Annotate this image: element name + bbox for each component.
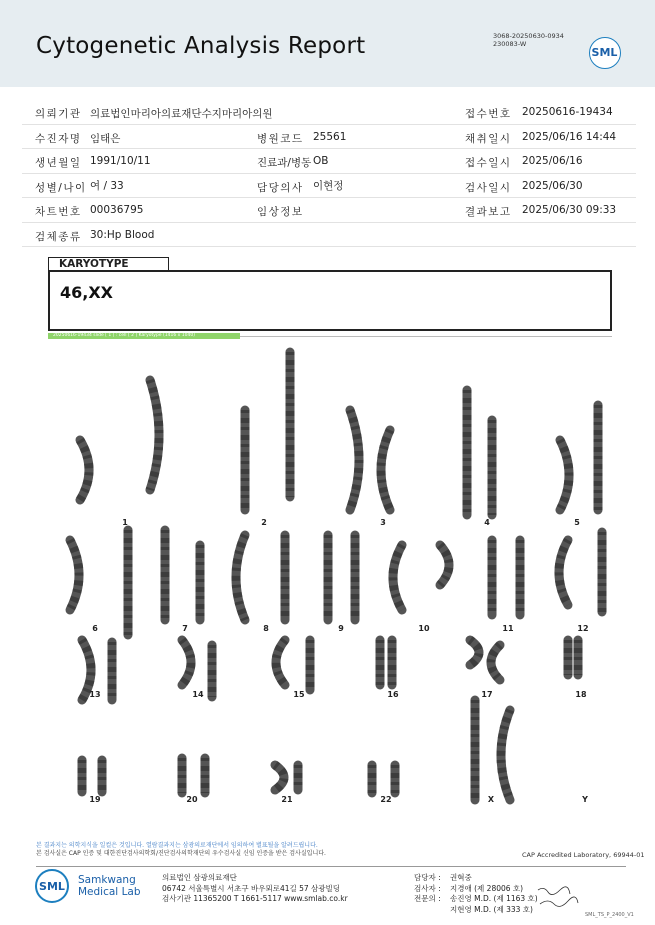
dob-value: 1991/10/11 bbox=[90, 155, 151, 167]
receipt-no-value: 20250616-19434 bbox=[522, 106, 613, 118]
lab-name bbox=[78, 874, 141, 898]
name-label: 수진자명 bbox=[35, 132, 82, 145]
chromosome-label: 2 bbox=[261, 518, 267, 527]
institution-label: 의뢰기관 bbox=[35, 108, 82, 120]
note-line-1: 본 결과지는 의학지식을 일컬은 것입니다. 열람결과지는 삼광의료재단에서 임의하여 별표될을 알려드립니다. bbox=[36, 842, 318, 849]
staff-name: 권혁중 bbox=[450, 873, 472, 882]
foundation-name: 의료법인 삼광의료재단 bbox=[162, 873, 237, 882]
name-value: 임태은 bbox=[90, 132, 121, 145]
chromosome-label: 22 bbox=[380, 795, 392, 804]
note-line-2: 본 검사실은 CAP 인증 및 대한진단검사의학회/진단검사의학재단의 우수검사실 신임 인증을 받은 검사실입니다. bbox=[36, 850, 326, 857]
dob-label: 생년월일 bbox=[35, 157, 82, 169]
karyogram-caption: 20250616-19434 slide [ 1 ] : cell [ 2 ] Karyotype (1416 x 1040) bbox=[48, 333, 240, 339]
chromosome-label: 9 bbox=[338, 624, 344, 633]
institution-value: 의료법인마리아의료재단수지마리아의원 bbox=[90, 108, 273, 120]
chromosome-label: X bbox=[487, 795, 495, 804]
tested-label: 검사일시 bbox=[465, 181, 512, 194]
chromosome-label: 19 bbox=[89, 795, 101, 804]
staff-name: 지경애 (제 28006 호) bbox=[450, 883, 524, 893]
staff-row bbox=[414, 884, 538, 895]
chromosome-label: 21 bbox=[281, 795, 293, 804]
chromosome-label: 14 bbox=[192, 690, 204, 699]
chromosome-label: 13 bbox=[89, 690, 101, 699]
collected-value: 2025/06/16 14:44 bbox=[522, 130, 617, 143]
chromosome-label: 16 bbox=[387, 690, 399, 699]
chromosome-label: 11 bbox=[502, 624, 514, 633]
chromosome-label: Y bbox=[582, 795, 588, 804]
footer-logo-text: SML bbox=[39, 880, 65, 893]
received-label: 접수일시 bbox=[465, 157, 512, 169]
karyotype-result: 46,XX bbox=[60, 283, 114, 302]
chromosome-bands bbox=[70, 540, 79, 610]
chromosome-label: 6 bbox=[92, 624, 98, 633]
chromosome-label: 1 bbox=[122, 518, 128, 527]
clinical-label: 임상정보 bbox=[257, 206, 304, 218]
chart-value: 00036795 bbox=[90, 204, 144, 216]
lab-name-line1: Samkwang bbox=[78, 874, 136, 886]
receipt-no-label: 접수번호 bbox=[465, 108, 512, 120]
doctor-value: 이현정 bbox=[313, 179, 344, 192]
footer-divider bbox=[36, 866, 626, 867]
chromosome-label: 20 bbox=[186, 795, 198, 804]
doctor-label: 담당의사 bbox=[257, 181, 304, 194]
hospital-code-label: 병원코드 bbox=[257, 132, 304, 145]
received-value: 2025/06/16 bbox=[522, 155, 583, 167]
reported-value: 2025/06/30 09:33 bbox=[522, 204, 617, 216]
sex-age-value: 여 / 33 bbox=[90, 179, 124, 192]
contact: 검사기관 11365200 T 1661-5117 www.smlab.co.kr bbox=[162, 894, 348, 903]
chromosome-label: 7 bbox=[182, 624, 188, 633]
chromosome-label: 12 bbox=[577, 624, 589, 633]
sml-logo-text: SML bbox=[591, 46, 618, 59]
reported-label: 결과보고 bbox=[465, 206, 512, 218]
chromosome-label: 8 bbox=[263, 624, 269, 633]
staff-role: 검사자 : bbox=[414, 883, 441, 893]
signature bbox=[536, 884, 582, 912]
chromosome-label: 5 bbox=[574, 518, 580, 527]
staff-row bbox=[414, 905, 538, 916]
report-title: Cytogenetic Analysis Report bbox=[36, 33, 366, 59]
report-notes bbox=[36, 842, 326, 858]
specimen-value: 30:Hp Blood bbox=[90, 228, 155, 241]
staff-row bbox=[414, 873, 538, 884]
staff-role: 담당자 : bbox=[414, 873, 441, 882]
staff-name: 송진영 M.D. (제 1163 호) bbox=[450, 894, 538, 903]
lab-address bbox=[162, 873, 348, 905]
sex-age-label: 성별/나이 bbox=[35, 181, 87, 194]
chromosome-label: 18 bbox=[575, 690, 587, 699]
staff-list bbox=[414, 873, 538, 915]
cap-accreditation: CAP Accredited Laboratory, 69944-01 bbox=[522, 851, 645, 859]
dept-label: 진료과/병동 bbox=[257, 157, 312, 169]
karyotype-heading: KARYOTYPE bbox=[48, 257, 169, 272]
footer-sml-logo bbox=[35, 869, 69, 903]
staff-row bbox=[414, 894, 538, 905]
staff-role: 전문의 : bbox=[414, 894, 441, 903]
chart-label: 차트번호 bbox=[35, 206, 82, 218]
address: 06742 서울특별시 서초구 바우뫼로41길 57 삼광빌딩 bbox=[162, 883, 341, 893]
chromosome-label: 3 bbox=[380, 518, 386, 527]
chromosome-label: 10 bbox=[418, 624, 430, 633]
dept-value: OB bbox=[313, 155, 329, 167]
chromosome-label: 17 bbox=[481, 690, 493, 699]
chromosome-bands bbox=[560, 440, 569, 510]
staff-name: 지현영 M.D. (제 333 호) bbox=[450, 904, 533, 914]
report-id-line2: 230083-W bbox=[493, 40, 527, 48]
tested-value: 2025/06/30 bbox=[522, 179, 583, 192]
form-code: SML_TS_P_2400_V1 bbox=[585, 912, 634, 918]
lab-name-line2: Medical Lab bbox=[78, 886, 141, 898]
collected-label: 채취일시 bbox=[465, 132, 512, 145]
chromosome-label: 15 bbox=[293, 690, 305, 699]
chromosome-label: 4 bbox=[484, 518, 490, 527]
specimen-label: 검체종류 bbox=[35, 230, 82, 243]
hospital-code-value: 25561 bbox=[313, 130, 347, 143]
report-id-line1: 3068-20250630-0934 bbox=[493, 32, 564, 40]
